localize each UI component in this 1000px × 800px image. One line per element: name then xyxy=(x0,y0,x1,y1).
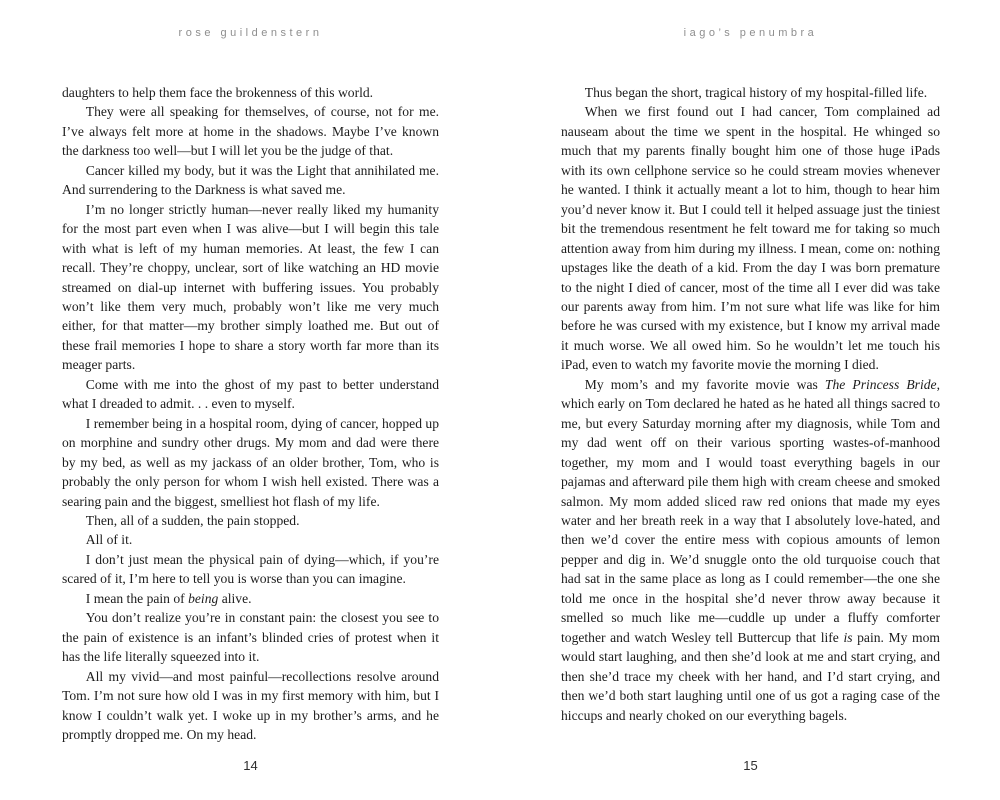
paragraph xyxy=(62,200,439,375)
running-header-left: rose guildenstern xyxy=(178,27,323,39)
paragraph xyxy=(561,83,940,102)
paragraph xyxy=(62,667,439,745)
text-segment: I mean the pain of xyxy=(85,590,189,606)
right-page xyxy=(561,0,940,800)
paragraph xyxy=(62,550,439,589)
text-segment: They were all speaking for themselves, of course, not for me. I’ve always felt more at home in the shadows. Maybe I’ve known the darkness too well—but I will let you be the judge of that. xyxy=(62,104,439,159)
paragraph xyxy=(62,608,439,666)
text-segment: When we first found out I had cancer, Tom complained ad nauseam about the time we spent in the hospital. He whinged so much that my parents finally bought him one of those huge iPads with its own cellphone service so he could stream movies whenever he wanted. I think it actually meant a lot to him, though to hear him you’d never know it. But I could tell it helped assuage just the tiniest bit the tremendous resentment he felt toward me for taking so much attention away from him during my illness. I mean, come on: nothing upstages like the death of a kid. From the day I was born premature to the night I died of cancer, most of the time all I ever did was take our parents away from him. I’m not sure what life was like for him before he was cursed with my existence, but I know my arrival made it much worse. We all owed him. So he wouldn’t let me touch his iPad, even to watch my favorite movie the morning I died. xyxy=(561,104,940,373)
paragraph xyxy=(62,102,439,160)
paragraph xyxy=(62,530,439,549)
left-page xyxy=(62,0,439,800)
right-page-body xyxy=(561,83,940,725)
paragraph xyxy=(62,375,439,414)
text-segment: , which early on Tom declared he hated as he hated all things sacred to me, but every Saturday morning after my diagnosis, while Tom and my dad went off on their various sporting wastes-of-manhood together, my mom and I would toast everything bagels in our pajamas and afterward pile them high with cream cheese and smoked salmon. My mom added sliced raw red onions that made my eyes water and her breath reek in a way that I absolutely love-hated, and then we’d cover the entire mess with copious amounts of lemon pepper and dig in. We’d snuggle onto the old turquoise couch that had sat in the same place as long as I could remember—the one she told me once in the hospital she’d never throw away because it smelled so much like me—cuddle up under a fluffy comforter together and watch Wesley tell Buttercup that life xyxy=(561,376,940,645)
text-segment: All of it. xyxy=(85,532,133,548)
paragraph xyxy=(561,102,940,374)
text-segment: I’m no longer strictly human—never really liked my humanity for the most part even when I was alive—but I will begin this tale with what is left of my human memories. At least, the few I can recall. They’re choppy, unclear, sort of like watching an HD movie streamed on dial-up internet with buffering issues. You probably won’t like them very much, probably won’t like me very much either, for that matter—my brother simply loathed me. But out of these frail memories I hope to share a story worth far more than its meager parts. xyxy=(62,201,439,373)
paragraph xyxy=(62,414,439,511)
running-header-right: iago’s penumbra xyxy=(683,27,818,39)
text-segment: You don’t realize you’re in constant pain: the closest you see to the pain of existence is an infant’s blinded cries of protest when it has the life literally squeezed into it. xyxy=(62,610,439,665)
italic-text-segment: is xyxy=(843,629,853,645)
paragraph xyxy=(561,375,940,725)
left-page-body xyxy=(62,83,439,744)
italic-text-segment: being xyxy=(188,590,219,606)
text-segment: daughters to help them face the brokenness of this world. xyxy=(62,85,374,100)
text-segment: Thus began the short, tragical history of my hospital-filled life. xyxy=(584,85,928,100)
text-segment: pain. My mom would start laughing, and then she’d look at me and start crying, and then she’d trace my cheek with her hand, and I’d start crying, and then we’d both start laughing until one of us got a raging case of the hiccups and nearly choked on our everything bagels. xyxy=(561,629,940,723)
paragraph xyxy=(62,511,439,530)
text-segment: I don’t just mean the physical pain of dying—which, if you’re scared of it, I’m here to tell you is worse than you can imagine. xyxy=(62,551,439,587)
paragraph xyxy=(62,589,439,608)
text-segment: All my vivid—and most painful—recollections resolve around Tom. I’m not sure how old I was in my first memory with him, but I know I couldn’t walk yet. I woke up in my brother’s arms, and he promptly dropped me. On my head. xyxy=(62,668,439,742)
text-segment: Cancer killed my body, but it was the Light that annihilated me. And surrendering to the Darkness is what saved me. xyxy=(62,162,439,198)
page-number-right: 15 xyxy=(743,758,758,773)
text-segment: Then, all of a sudden, the pain stopped. xyxy=(85,512,300,528)
page-number-left: 14 xyxy=(243,758,258,773)
text-segment: My mom’s and my favorite movie was xyxy=(584,376,825,392)
text-segment: I remember being in a hospital room, dying of cancer, hopped up on morphine and sundry other drugs. My mom and dad were there by my bed, as well as my jackass of an older brother, Tom, who is probably the only person for whom I wish hell existed. There was a searing pain and the biggest, smelliest hot flash of my life. xyxy=(62,415,439,509)
text-segment: alive. xyxy=(218,590,252,606)
paragraph xyxy=(62,83,439,102)
text-segment: Come with me into the ghost of my past to better understand what I dreaded to admit. . . even to myself. xyxy=(62,376,439,412)
italic-text-segment: The Princess Bride xyxy=(824,376,937,392)
paragraph xyxy=(62,161,439,200)
